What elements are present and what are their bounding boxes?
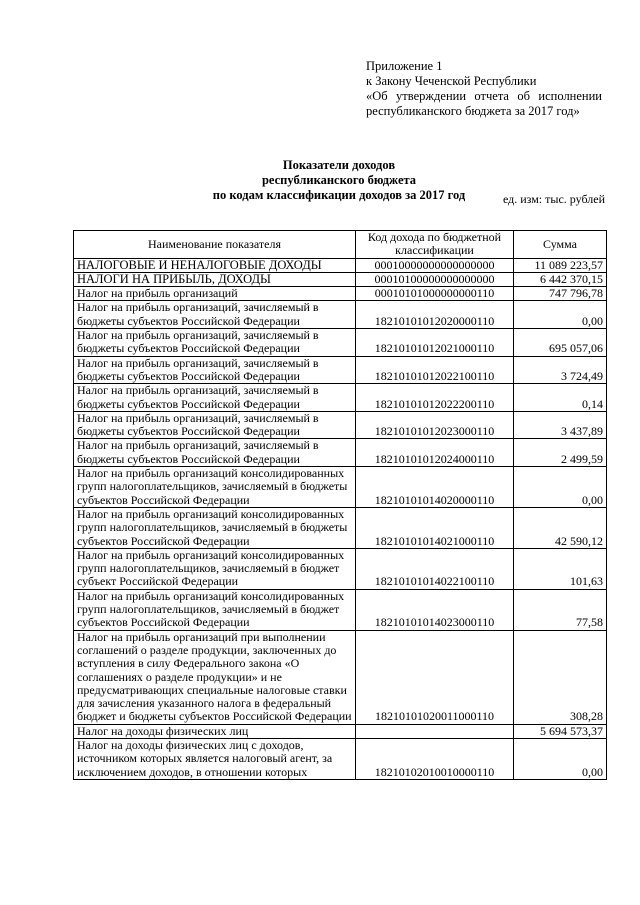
- table-row: [74, 384, 607, 412]
- appendix-line: Приложение 1: [366, 59, 443, 73]
- row-sum: 695 057,06: [514, 329, 607, 357]
- row-code: 18210101012021000110: [356, 329, 514, 357]
- row-sum: 42 590,12: [514, 507, 607, 548]
- row-name: НАЛОГОВЫЕ И НЕНАЛОГОВЫЕ ДОХОДЫ: [74, 258, 356, 272]
- row-sum: 11 089 223,57: [514, 258, 607, 272]
- table-row: [74, 738, 607, 779]
- row-name: Налог на прибыль организаций, зачисляемый в бюджеты субъектов Российской Федерации: [74, 301, 356, 329]
- table-row: [74, 548, 607, 589]
- table-row: [74, 589, 607, 630]
- table-row: [74, 272, 607, 286]
- row-name: Налог на прибыль организаций консолидированных групп налогоплательщиков, зачисляемый в бюджеты субъектов Российской Федерации: [74, 507, 356, 548]
- table-header-row: [74, 231, 607, 259]
- row-name: Налог на прибыль организаций консолидированных групп налогоплательщиков, зачисляемый в бюджеты субъектов Российской Федерации: [74, 467, 356, 508]
- row-sum: 308,28: [514, 630, 607, 724]
- row-sum: 0,14: [514, 384, 607, 412]
- row-sum: 77,58: [514, 589, 607, 630]
- row-name: Налог на прибыль организаций, зачисляемый в бюджеты субъектов Российской Федерации: [74, 356, 356, 384]
- appendix-line: «Об утверждении отчета об исполнении: [366, 89, 602, 103]
- row-code: 00010101000000000110: [356, 287, 514, 301]
- row-sum: 3 437,89: [514, 411, 607, 439]
- row-name: Налог на прибыль организаций при выполнении соглашений о разделе продукции, заключенных до вступления в силу Федерального закона «О соглашениях о разделе продукции» и не предусматривающих специальные налоговые ставки для зачисления указанного налога в федеральный бюджет и бюджеты субъектов Российской Федерации: [74, 630, 356, 724]
- appendix-note: [366, 59, 602, 119]
- table-row: [74, 356, 607, 384]
- row-code: 00010000000000000000: [356, 258, 514, 272]
- row-sum: 6 442 370,15: [514, 272, 607, 286]
- row-sum: 0,00: [514, 738, 607, 779]
- units-label: ед. изм: тыс. рублей: [502, 192, 605, 206]
- row-sum: 5 694 573,37: [514, 724, 607, 738]
- table-row: [74, 329, 607, 357]
- title-line: Показатели доходов: [282, 158, 396, 172]
- row-code: 18210101012022200110: [356, 384, 514, 412]
- row-code: 18210101012023000110: [356, 411, 514, 439]
- table-row: [74, 258, 607, 272]
- row-name: Налог на прибыль организаций, зачисляемый в бюджеты субъектов Российской Федерации: [74, 384, 356, 412]
- row-name: Налог на прибыль организаций консолидированных групп налогоплательщиков, зачисляемый в бюджет субъектов Российской Федерации: [74, 589, 356, 630]
- row-code: 18210101014020000110: [356, 467, 514, 508]
- row-sum: 0,00: [514, 467, 607, 508]
- row-sum: 101,63: [514, 548, 607, 589]
- row-name: Налог на прибыль организаций, зачисляемый в бюджеты субъектов Российской Федерации: [74, 411, 356, 439]
- header-sum: Сумма: [514, 231, 607, 259]
- table-row: [74, 507, 607, 548]
- table-row: [74, 724, 607, 738]
- appendix-line: республиканского бюджета за 2017 год»: [366, 104, 580, 118]
- revenue-table: [73, 230, 607, 780]
- row-sum: 3 724,49: [514, 356, 607, 384]
- row-code: 18210102010010000110: [356, 738, 514, 779]
- row-name: Налог на прибыль организаций, зачисляемый в бюджеты субъектов Российской Федерации: [74, 439, 356, 467]
- row-name: Налог на прибыль организаций консолидированных групп налогоплательщиков, зачисляемый в бюджет субъект Российской Федерации: [74, 548, 356, 589]
- row-code: 18210101020011000110: [356, 630, 514, 724]
- row-sum: 0,00: [514, 301, 607, 329]
- row-name: Налог на доходы физических лиц с доходов, источником которых является налоговый агент, за исключением доходов, в отношении которых: [74, 738, 356, 779]
- table-row: [74, 411, 607, 439]
- row-code: [356, 724, 514, 738]
- table-row: [74, 439, 607, 467]
- header-code: Код дохода по бюджетной классификации: [356, 231, 514, 259]
- row-name: Налог на прибыль организаций, зачисляемый в бюджеты субъектов Российской Федерации: [74, 329, 356, 357]
- appendix-line: к Закону Чеченской Республики: [366, 74, 537, 88]
- row-name: Налог на прибыль организаций: [74, 287, 356, 301]
- row-sum: 2 499,59: [514, 439, 607, 467]
- table-row: [74, 301, 607, 329]
- row-code: 18210101014023000110: [356, 589, 514, 630]
- table-row: [74, 467, 607, 508]
- row-name: Налог на доходы физических лиц: [74, 724, 356, 738]
- header-name: Наименование показателя: [74, 231, 356, 259]
- title-line: по кодам классификации доходов за 2017 год: [212, 188, 466, 202]
- table-row: [74, 630, 607, 724]
- row-code: 18210101014022100110: [356, 548, 514, 589]
- row-name: НАЛОГИ НА ПРИБЫЛЬ, ДОХОДЫ: [74, 272, 356, 286]
- row-code: 18210101012024000110: [356, 439, 514, 467]
- row-code: 18210101014021000110: [356, 507, 514, 548]
- row-code: 18210101012020000110: [356, 301, 514, 329]
- table-row: [74, 287, 607, 301]
- row-sum: 747 796,78: [514, 287, 607, 301]
- title-line: республиканского бюджета: [261, 173, 417, 187]
- row-code: 18210101012022100110: [356, 356, 514, 384]
- row-code: 00010100000000000000: [356, 272, 514, 286]
